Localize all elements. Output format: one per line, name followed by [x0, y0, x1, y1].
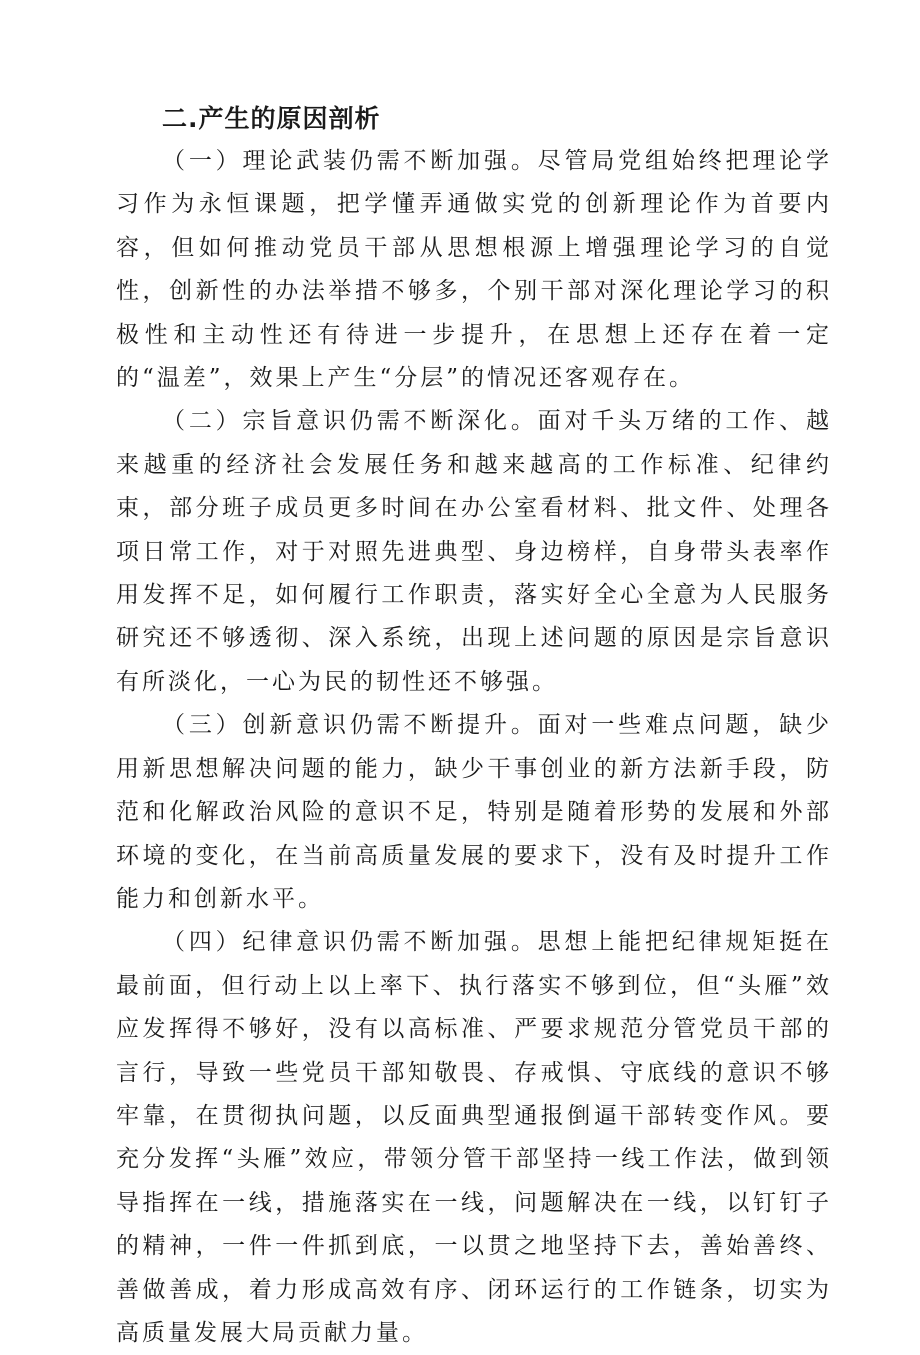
paragraph-innovation: （三）创新意识仍需不断提升。面对一些难点问题，缺少用新思想解决问题的能力，缺少干事创业的新方法新手段，防范和化解政治风险的意识不足，特别是随着形势的发展和外部环境的变化，在当前高质量发展的要求下，没有及时提升工作能力和创新水平。: [116, 712, 832, 912]
section-heading: 二.产生的原因剖析: [162, 104, 381, 133]
paragraph-discipline: （四）纪律意识仍需不断加强。思想上能把纪律规矩挺在最前面，但行动上以上率下、执行落实不够到位，但“头雁”效应发挥得不够好，没有以高标准、严要求规范分管党员干部的言行，导致一些党员干部知敬畏、存戒惧、守底线的意识不够牢靠，在贯彻执问题，以反面典型通报倒逼干部转变作风。要充分发挥“头雁”效应，带领分管干部坚持一线工作法，做到领导指挥在一线，措施落实在一线，问题解决在一线，以钉钉子的精神，一件一件抓到底，一以贯之地坚持下去，善始善终、善做善成，着力形成高效有序、闭环运行的工作链条，切实为高质量发展大局贡献力量。: [116, 929, 832, 1346]
paragraph-purpose: （二）宗旨意识仍需不断深化。面对千头万绪的工作、越来越重的经济社会发展任务和越来越高的工作标准、纪律约束，部分班子成员更多时间在办公室看材料、批文件、处理各项日常工作，对于对照先进典型、身边榜样，自身带头表率作用发挥不足，如何履行工作职责，落实好全心全意为人民服务研究还不够透彻、深入系统，出现上述问题的原因是宗旨意识有所淡化，一心为民的韧性还不够强。: [116, 408, 832, 695]
paragraph-theory: （一）理论武装仍需不断加强。尽管局党组始终把理论学习作为永恒课题，把学懂弄通做实党的创新理论作为首要内容，但如何推动党员干部从思想根源上增强理论学习的自觉性，创新性的办法举措不够多，个别干部对深化理论学习的积极性和主动性还有待进一步提升，在思想上还存在着一定的“温差”，效果上产生“分层”的情况还客观存在。: [116, 148, 832, 392]
document-body: [116, 98, 832, 1355]
